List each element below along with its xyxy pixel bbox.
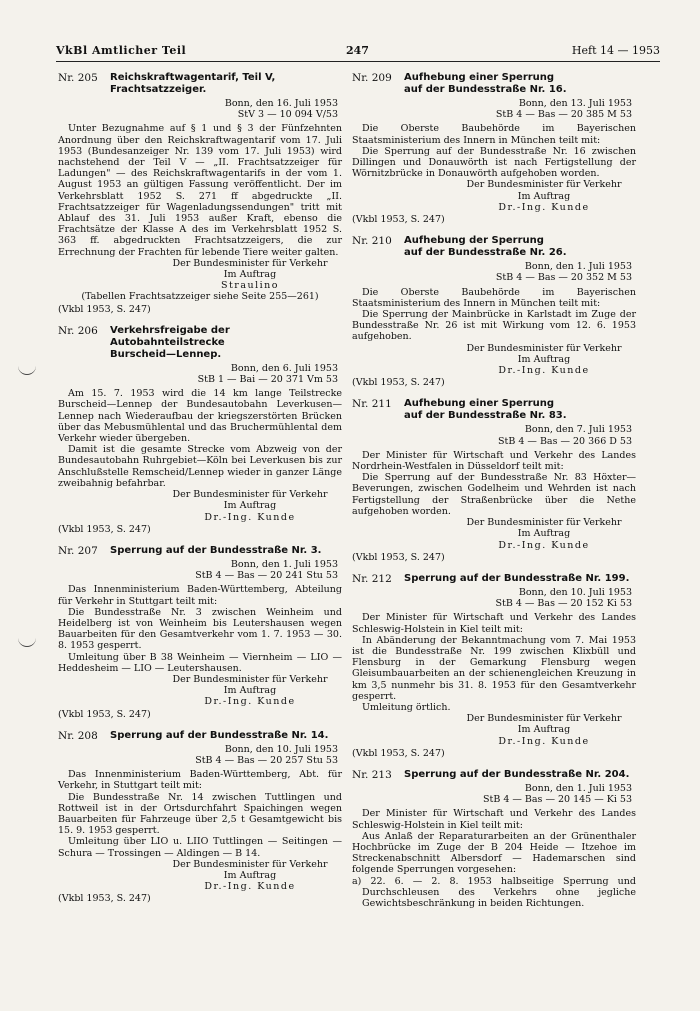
citation: (Vkbl 1953, S. 247) — [352, 747, 445, 759]
signature-line: Im Auftrag — [517, 190, 571, 202]
signature-line: Der Bundesminister für Verkehr — [172, 673, 328, 685]
signature-line: Im Auftrag — [517, 724, 571, 736]
signature-line: Im Auftrag — [517, 353, 571, 365]
signature-line: Der Bundesminister für Verkehr — [466, 179, 622, 191]
reference-number: StB 4 — Bas — 20 352 M 53 — [495, 272, 632, 284]
section-title-line: auf der Bundesstraße Nr. 83. — [404, 410, 567, 422]
reference-number: StB 4 — Bas — 20 145 — Ki 53 — [483, 794, 632, 806]
header-issue: Heft 14 — 1953 — [571, 44, 660, 57]
signature-line: Dr.-Ing. Kunde — [498, 365, 590, 377]
announcement-section — [352, 769, 636, 909]
section-number: Nr. 213 — [352, 768, 392, 781]
dateline: Bonn, den 7. Juli 1953 — [524, 424, 632, 436]
section-title-line: auf der Bundesstraße Nr. 26. — [404, 247, 567, 259]
paragraph: Umleitung über LIO u. LIIO Tuttlingen — Seitingen — Schura — Trossingen — Aldingen — B 14. — [58, 836, 342, 859]
section-title-line: Sperrung auf der Bundesstraße Nr. 3. — [110, 544, 322, 556]
paragraph: Die Bundesstraße Nr. 3 zwischen Weinheim und Heidelberg ist von Weinheim bis Leutershausen wegen Bauarbeiten für den Gesamtverkehr vom 1. 7. 1953 — 30. 8. 1953 gesperrt. — [58, 606, 342, 652]
signature-line: Dr.-Ing. Kunde — [204, 881, 296, 893]
dateline: Bonn, den 1. Juli 1953 — [524, 261, 632, 273]
section-heading — [352, 573, 636, 585]
page-header — [56, 44, 660, 60]
paragraph: Die Sperrung auf der Bundesstraße Nr. 83 Höxter—Beverungen, zwischen Godelheim und Wehrden ist nach Fertigstellung der Straßenbrücke über die Nethe aufgehoben worden. — [352, 472, 636, 517]
section-title-line: Aufhebung einer Sperrung — [404, 398, 555, 410]
page-number: 247 — [346, 44, 369, 57]
section-title — [110, 72, 275, 96]
announcement-section — [58, 325, 342, 535]
punch-mark — [18, 636, 36, 647]
paragraph: Damit ist die gesamte Strecke vom Abzweig von der Bundesautobahn Ruhrgebiet—Köln bei Leverkusen bis zur Anschlußstelle Remscheid/Lennep wieder in ganzer Länge zweibahnig befahrbar. — [58, 444, 342, 489]
announcement-section — [352, 573, 636, 759]
citation: (Vkbl 1953, S. 247) — [58, 303, 151, 315]
paragraph: Umleitung über B 38 Weinheim — Viernheim — LIO — Heddesheim — LIO — Leutershausen. — [58, 651, 342, 674]
signature-line: Straulino — [220, 280, 280, 292]
section-title-line: Verkehrsfreigabe der Autobahnteilstrecke — [110, 324, 230, 348]
paragraph: Die Sperrung der Mainbrücke in Karlstadt im Zuge der Bundesstraße Nr. 26 ist mit Wirkung vom 12. 6. 1953 aufgehoben. — [352, 309, 636, 343]
section-heading — [58, 545, 342, 557]
paragraph: Die Oberste Baubehörde im Bayerischen Staatsministerium des Innern in München teilt mit: — [352, 286, 636, 309]
announcement-section — [58, 545, 342, 720]
signature-line: Der Bundesminister für Verkehr — [172, 858, 328, 870]
section-title-line: Burscheid—Lennep. — [110, 348, 222, 360]
section-number: Nr. 209 — [352, 72, 392, 84]
section-title — [110, 545, 321, 557]
section-heading — [352, 398, 636, 422]
section-number: Nr. 212 — [352, 572, 392, 585]
section-title — [404, 573, 629, 585]
dateline: Bonn, den 1. Juli 1953 — [524, 782, 632, 794]
paragraph: Der Minister für Wirtschaft und Verkehr des Landes Schleswig-Holstein in Kiel teilt mit: — [352, 612, 636, 635]
signature-line: Dr.-Ing. Kunde — [204, 511, 296, 523]
signature-line: Der Bundesminister für Verkehr — [466, 713, 622, 725]
section-heading — [352, 235, 636, 259]
section-number: Nr. 211 — [352, 398, 392, 411]
reference-number: StV 3 — 10 094 V/53 — [237, 109, 338, 121]
paragraph: Unter Bezugnahme auf § 1 und § 3 der Fünfzehnten Anordnung über den Reichskraftwagentarif vom 17. Juli 1953 (Bundesanzeiger Nr. 139 vom 17. Juli 1953) wird nachstehend der Teil V — „II. Frachtsatzzeiger für Ladungen" — des Reichskraftwagentarifs in der vom 1. August 1953 an gültigen Fassung veröffentlicht. Der im Verkehrsblatt 1952 S. 271 ff abgedruckte „II. Frachtsatzzeiger für Wagenladungssendungen" tritt mit Ablauf des 31. Juli 1953 außer Kraft, ebenso die Frachtsätze der Klasse A des im Verkehrsblatt 1952 S. 363 ff. abgedruckten Frachtsatzzeigers, die zur Errechnung der Frachten für lebende Tiere weiter galten. — [58, 123, 342, 258]
section-title — [404, 398, 567, 422]
signature-line: Im Auftrag — [223, 685, 277, 697]
section-title-line: Sperrung auf der Bundesstraße Nr. 199. — [404, 572, 630, 584]
section-number: Nr. 210 — [352, 235, 392, 248]
paragraph: Die Oberste Baubehörde im Bayerischen Staatsministerium des Innern in München teilt mit: — [352, 123, 636, 146]
paragraph: Der Minister für Wirtschaft und Verkehr des Landes Schleswig-Holstein in Kiel teilt mit: — [352, 808, 636, 831]
signature-line: Im Auftrag — [223, 500, 277, 512]
section-title — [110, 325, 342, 361]
reference-number: StB 4 — Bas — 20 241 Stu 53 — [195, 570, 338, 582]
citation: (Vkbl 1953, S. 247) — [58, 708, 151, 720]
signature-line: Dr.-Ing. Kunde — [498, 735, 590, 747]
signature-line: Im Auftrag — [223, 269, 277, 281]
paragraph: Das Innenministerium Baden-Württemberg, Abteilung für Verkehr in Stuttgart teilt mit: — [58, 584, 342, 607]
dateline: Bonn, den 16. Juli 1953 — [224, 98, 338, 109]
dateline: Bonn, den 13. Juli 1953 — [518, 98, 632, 109]
section-title — [404, 235, 567, 259]
punch-mark — [18, 364, 36, 375]
section-title — [110, 730, 328, 742]
announcement-section — [58, 72, 342, 315]
paragraph: Am 15. 7. 1953 wird die 14 km lange Teilstrecke Burscheid—Lennep der Bundesautobahn Leverkusen—Lennep nach Wiederaufbau der kriegszerstörten Brücken über das Mebusmühlental und das Bruchermühlental dem Verkehr wieder übergeben. — [58, 388, 342, 445]
section-heading — [58, 72, 342, 96]
paragraph: Die Sperrung auf der Bundesstraße Nr. 16 zwischen Dillingen und Donauwörth ist nach Fertigstellung der Wörnitzbrücke in Donauwörth aufgehoben worden. — [352, 145, 636, 180]
signature-line: Im Auftrag — [223, 869, 277, 881]
dateline: Bonn, den 1. Juli 1953 — [230, 558, 338, 570]
dateline: Bonn, den 10. Juli 1953 — [224, 743, 338, 755]
list-item: a) 22. 6. — 2. 8. 1953 halbseitige Sperrung und Durchschleusen des Verkehrs ohne jegliche Gewichtsbeschränkung in beiden Richtungen. — [352, 875, 636, 909]
announcement-section — [352, 398, 636, 562]
reference-number: StB 4 — Bas — 20 366 D 53 — [498, 435, 632, 447]
citation: (Vkbl 1953, S. 247) — [352, 377, 445, 389]
citation: (Vkbl 1953, S. 247) — [352, 551, 445, 563]
signature-line: Der Bundesminister für Verkehr — [172, 257, 328, 269]
paragraph: Aus Anlaß der Reparaturarbeiten an der Grünenthaler Hochbrücke im Zuge der B 204 Heide — Itzehoe im Streckenabschnitt Albersdorf — Hademarschen sind folgende Sperrungen vorgesehen: — [352, 830, 636, 876]
reference-number: StB 4 — Bas — 20 152 Ki 53 — [495, 598, 632, 610]
header-rule — [56, 61, 660, 62]
section-number: Nr. 205 — [58, 72, 98, 84]
citation: (Vkbl 1953, S. 247) — [58, 893, 151, 905]
paragraph: In Abänderung der Bekanntmachung vom 7. Mai 1953 ist die Bundesstraße Nr. 199 zwischen Klixbüll und Flensburg in der Gemarkung Flensburg wegen Gleisumbauarbeiten an der schienengleichen Kreuzung in km 3,5 nunmehr bis 31. 8. 1953 für den Gesamtverkehr gesperrt. — [352, 634, 636, 702]
header-journal: VkBl Amtlicher Teil — [56, 44, 187, 57]
signature-line: Dr.-Ing. Kunde — [498, 539, 590, 551]
right-column — [352, 72, 636, 919]
announcement-section — [58, 730, 342, 905]
announcement-section — [352, 235, 636, 388]
announcement-section — [352, 72, 636, 225]
signature-line: Dr.-Ing. Kunde — [204, 696, 296, 708]
section-heading — [352, 769, 636, 781]
section-heading — [352, 72, 636, 96]
section-title-line: Sperrung auf der Bundesstraße Nr. 204. — [404, 768, 630, 780]
section-heading — [58, 730, 342, 742]
dateline: Bonn, den 6. Juli 1953 — [230, 362, 338, 374]
signature-line: Im Auftrag — [517, 528, 571, 540]
section-title — [404, 72, 567, 96]
signature-line: Der Bundesminister für Verkehr — [466, 517, 622, 529]
section-title-line: Reichskraftwagentarif, Teil V, — [110, 72, 276, 83]
paragraph: Umleitung örtlich. — [362, 701, 451, 713]
section-title-line: auf der Bundesstraße Nr. 16. — [404, 84, 567, 95]
citation: (Vkbl 1953, S. 247) — [58, 523, 151, 535]
signature-line: Der Bundesminister für Verkehr — [466, 342, 622, 354]
paragraph: Der Minister für Wirtschaft und Verkehr des Landes Nordrhein-Westfalen in Düsseldorf teilt mit: — [352, 449, 636, 473]
signature-line: Der Bundesminister für Verkehr — [172, 489, 328, 501]
section-title-line: Aufhebung der Sperrung — [404, 235, 544, 247]
reference-number: StB 4 — Bas — 20 257 Stu 53 — [195, 754, 338, 766]
section-title-line: Sperrung auf der Bundesstraße Nr. 14. — [110, 729, 329, 741]
section-number: Nr. 206 — [58, 324, 98, 337]
paragraph: Die Bundesstraße Nr. 14 zwischen Tuttlingen und Rottweil ist in der Ortsdurchfahrt Spaichingen wegen Bauarbeiten für Fahrzeuge über 2,5 t Gesamtgewicht bis 15. 9. 1953 gesperrt. — [58, 791, 342, 837]
section-number: Nr. 207 — [58, 544, 98, 557]
paragraph: Das Innenministerium Baden-Württemberg, Abt. für Verkehr, in Stuttgart teilt mit: — [58, 769, 342, 792]
signature-line: Dr.-Ing. Kunde — [498, 201, 590, 213]
section-title-line: Aufhebung einer Sperrung — [404, 72, 555, 83]
section-title-line: Frachtsatzzeiger. — [110, 84, 207, 95]
reference-number: StB 1 — Bai — 20 371 Vm 53 — [197, 374, 338, 386]
left-column — [58, 72, 342, 915]
table-note: (Tabellen Frachtsatzzeiger siehe Seite 255—261) — [81, 291, 319, 303]
section-heading — [58, 325, 342, 361]
section-title — [404, 769, 629, 781]
citation: (Vkbl 1953, S. 247) — [352, 214, 445, 226]
section-number: Nr. 208 — [58, 729, 98, 742]
dateline: Bonn, den 10. Juli 1953 — [518, 586, 632, 598]
reference-number: StB 4 — Bas — 20 385 M 53 — [495, 109, 632, 121]
